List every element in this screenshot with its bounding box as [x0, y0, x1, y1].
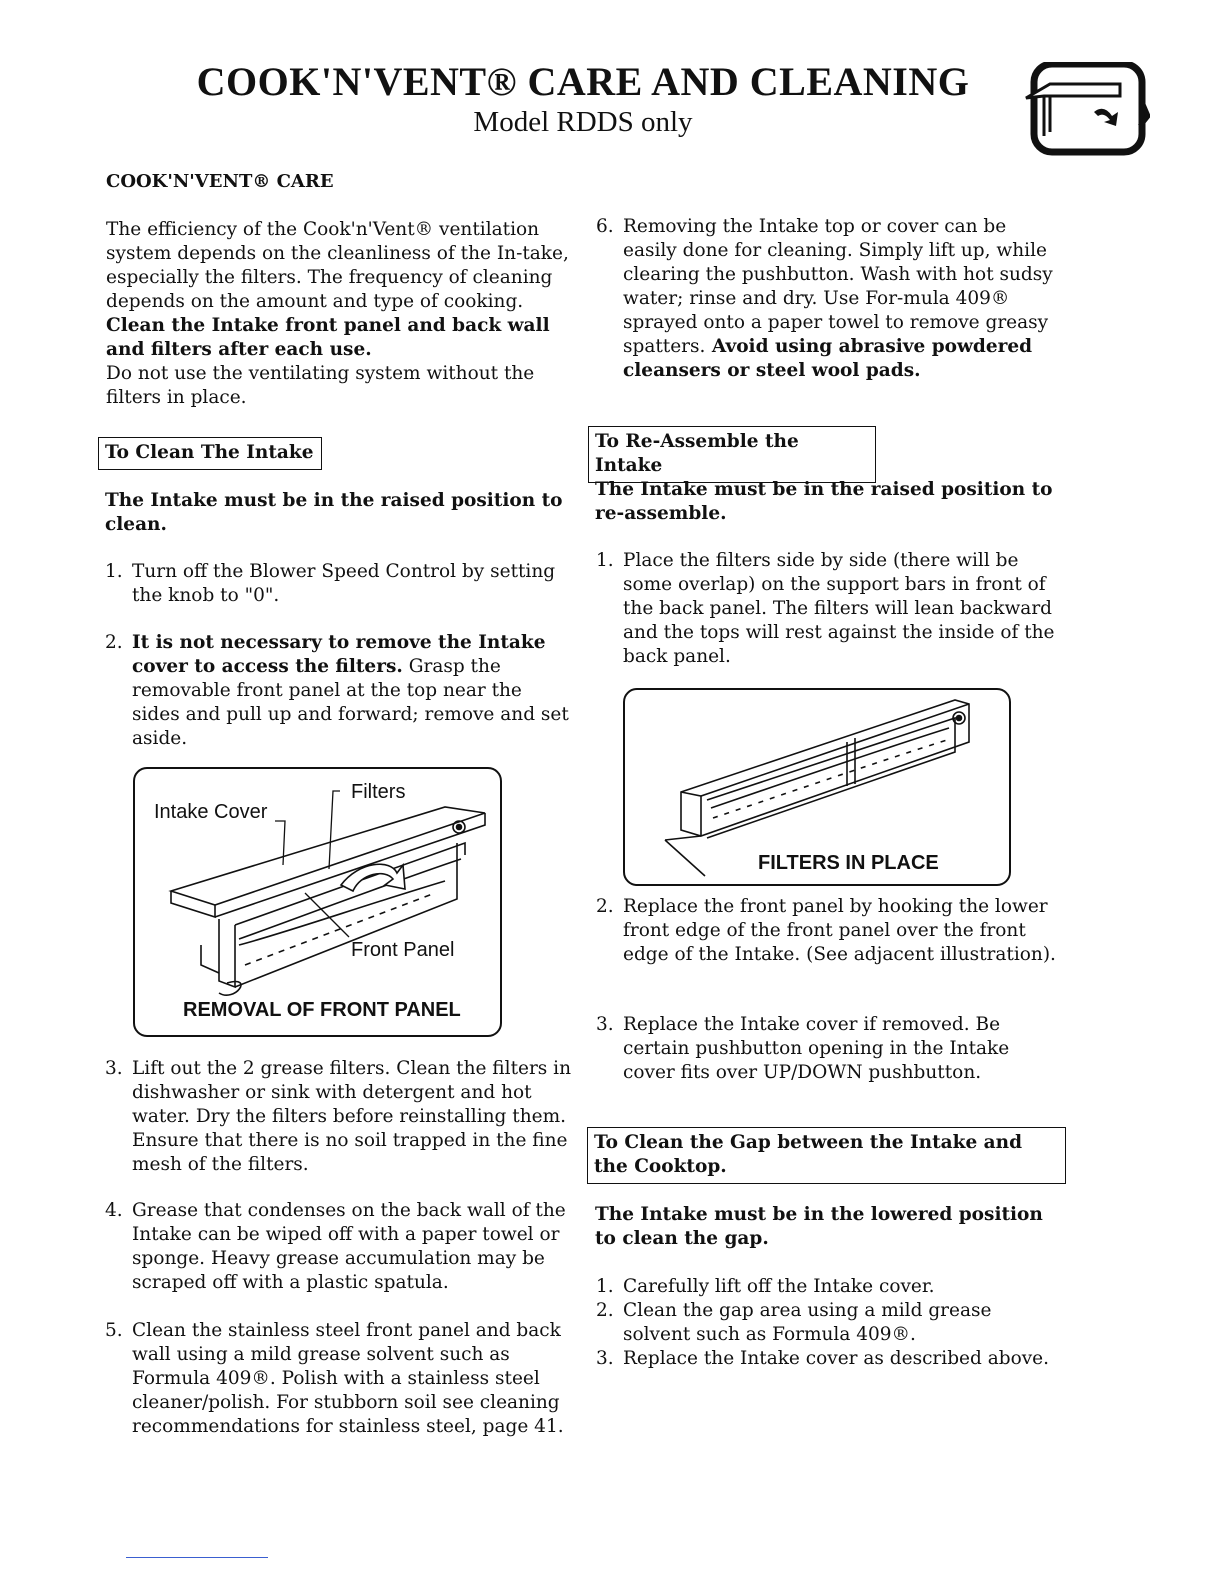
item-number: 6. [596, 216, 614, 237]
clean-gap-heading: To Clean the Gap between the Intake and the Cooktop. [587, 1127, 1066, 1184]
item-text: Replace the Intake cover as described above. [623, 1348, 1049, 1369]
item-number: 2. [596, 1300, 614, 1321]
item-text: Replace the Intake cover if removed. Be certain pushbutton opening in the Intake cover fits over UP/DOWN pushbutton. [623, 1014, 1010, 1083]
page-title: COOK'N'VENT® CARE AND CLEANING [196, 59, 970, 104]
intake-cover-label: Intake Cover [154, 801, 268, 823]
item-text: Grease that condenses on the back wall of the Intake can be wiped off with a paper towel or sponge. Heavy grease accumulation may be scraped off with a plastic spatula. [132, 1200, 566, 1293]
list-item [105, 560, 575, 608]
item-text: Clean the gap area using a mild grease solvent such as Formula 409®. [623, 1300, 992, 1345]
cooknvent-icon [1024, 62, 1150, 158]
page-subtitle: Model RDDS only [473, 106, 693, 138]
item-text: Carefully lift off the Intake cover. [623, 1276, 935, 1297]
list-item [105, 1057, 575, 1177]
clean-intake-heading: To Clean The Intake [98, 437, 322, 470]
list-item [596, 1013, 1058, 1085]
item-plain-text: Removing the Intake top or cover can be easily done for cleaning. Simply lift up, while clearing the pushbutton. Wash with hot sudsy water; rinse and dry. Use For-mula 409® sprayed onto a paper towel to remove greasy spatters. [623, 216, 1053, 357]
list-item [596, 549, 1058, 669]
item-bold-text: Avoid using abrasive powdered cleansers or steel wool pads. [623, 336, 1033, 381]
item-text [623, 215, 1056, 383]
intro-paragraph [106, 218, 576, 362]
item-text: Replace the front panel by hooking the lower front edge of the front panel over the front edge of the Intake. (See adjacent illustration). [623, 896, 1056, 965]
item-number: 3. [596, 1348, 614, 1369]
item-number: 3. [596, 1014, 614, 1035]
item-number: 1. [596, 550, 614, 571]
list-item [596, 215, 1056, 383]
lowered-position-note: The Intake must be in the lowered position to clean the gap. [595, 1204, 1043, 1249]
item-text: Turn off the Blower Speed Control by setting the knob to "0". [132, 561, 556, 606]
intro-paragraph-2: Do not use the ventilating system without the filters in place. [106, 363, 535, 408]
footer-rule [126, 1557, 268, 1558]
filters-figure [623, 688, 1011, 886]
list-item [105, 1319, 575, 1439]
list-item [596, 895, 1058, 967]
item-text: Lift out the 2 grease filters. Clean the filters in dishwasher or sink with detergent and hot water. Dry the filters before reinstalling them. Ensure that there is no soil trapped in the fine mesh of the filters. [132, 1058, 571, 1175]
raised-position-note: The Intake must be in the raised position to clean. [105, 490, 563, 535]
section-title: COOK'N'VENT® CARE [106, 171, 334, 192]
raised-position-note: The Intake must be in the raised position to re-assemble. [595, 479, 1053, 524]
list-item [105, 631, 575, 751]
list-item [105, 1199, 575, 1295]
item-text: Clean the stainless steel front panel and back wall using a mild grease solvent such as Formula 409®. Polish with a stainless steel cleaner/polish. For stubborn soil see cleaning recommendations for stainless steel, page 41. [132, 1320, 564, 1437]
item-number: 1. [105, 561, 123, 582]
item-rest-text: Grasp the removable front panel at the top near the sides and pull up and forward; remove and set aside. [132, 656, 569, 749]
item-number: 2. [596, 896, 614, 917]
item-number: 5. [105, 1320, 123, 1341]
item-number: 3. [105, 1058, 123, 1079]
front-panel-figure [133, 767, 502, 1037]
reassemble-heading: To Re-Assemble the Intake [588, 426, 876, 483]
front-panel-label: Front Panel [351, 939, 455, 961]
list-item [596, 1275, 1058, 1299]
figure-caption: FILTERS IN PLACE [758, 852, 939, 874]
item-text: Place the filters side by side (there will be some overlap) on the support bars in front of the back panel. The filters will lean backward and the tops will rest against the inside of the back panel. [623, 550, 1055, 667]
intro-text: The efficiency of the Cook'n'Vent® ventilation system depends on the cleanliness of the In-take, especially the filters. The frequency of cleaning depends on the amount and type of cooking. [106, 219, 569, 312]
filters-label: Filters [351, 781, 406, 803]
intro-bold-text: Clean the Intake front panel and back wall and filters after each use. [106, 315, 550, 360]
item-text [132, 631, 575, 751]
list-item [596, 1347, 1058, 1371]
item-number: 4. [105, 1200, 123, 1221]
figure-caption: REMOVAL OF FRONT PANEL [183, 999, 461, 1021]
item-number: 2. [105, 632, 123, 653]
item-number: 1. [596, 1276, 614, 1297]
item-bold-text: It is not necessary to remove the Intake cover to access the filters. [132, 632, 546, 677]
list-item [596, 1299, 1058, 1347]
